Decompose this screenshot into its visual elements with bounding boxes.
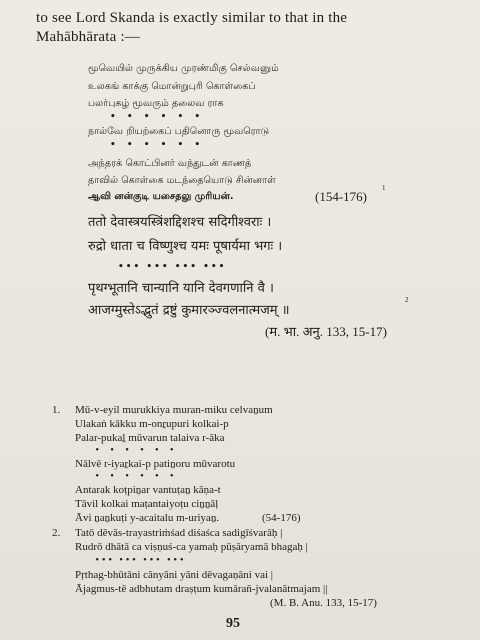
translit-line: Mū-v-eyil murukkiya muran-miku celvaṉum (75, 404, 273, 416)
footnote-number: 2. (52, 527, 61, 539)
sanskrit-citation: (म. भा. अनु. 133, 15-17) (265, 324, 387, 339)
tamil-line: உலகங் காக்கு மொன்றுபுரி கொள்கைப் (88, 81, 256, 92)
tamil-line: மூவெயில் முருக்கிய முரண்மிகு செல்வனும் (88, 63, 279, 74)
page-number: 95 (226, 616, 240, 631)
intro-line-2: Mahābhārata :— (36, 29, 141, 45)
ellipsis-dots: • • • • • • (95, 472, 179, 480)
ellipsis-dots: • • • • • • (110, 140, 205, 150)
translit-line: Pṛthag-bhūtāni cānyāni yāni dēvagaṇāni vai | (75, 569, 273, 581)
footnote-marker: 2 (405, 296, 409, 304)
sanskrit-line: रुद्रो धाता च विष्णुश्च यमः पूषार्यमा भगः । (88, 239, 283, 254)
sanskrit-line: आजग्मुस्तेऽद्भुतं द्रष्टुं कुमारञ्ज्वलनात्मजम् ॥ (88, 303, 290, 318)
translit-line: Nālvē r-iyaṟkai-p patiṉoru mūvarotu (75, 458, 236, 470)
translit-line: Palar-pukaḻ mūvarun talaiva r-āka (75, 432, 225, 444)
translit-citation: (54-176) (262, 512, 301, 524)
translit-citation: (M. B. Anu. 133, 15-17) (270, 597, 377, 609)
translit-line: Ulakaṅ kākku m-onṟupuri kolkai-p (75, 418, 229, 430)
tamil-line: தாவில் கொள்கை மடந்தையொடு சின்னாள் (88, 175, 276, 186)
translit-line: Rudrō dhātā ca viṣṇuś-ca yamaḥ pūṣāryamā bhagaḥ | (75, 541, 308, 553)
tamil-line: நால்வே றியற்கைப் பதினொரு மூவரொடு (88, 126, 270, 137)
ellipsis-dots: ••• ••• ••• ••• (95, 556, 187, 564)
translit-line: Tatō dēvās-trayastriṁśad diśaśca sadigīśvarāḥ | (75, 527, 283, 539)
ellipsis-dots: • • • • • • (95, 446, 179, 454)
translit-line: Tāvil kolkai maṭantaiyoṭu ciṉṉāḷ (75, 498, 219, 510)
ellipsis-dots: ••• ••• ••• ••• (118, 262, 227, 272)
translit-line: Āvi ṉaṉkuṭi y-acaitalu m-uriyaṉ. (75, 512, 220, 524)
sanskrit-line: ततो देवास्त्रयस्त्रिंशद्दिशश्च सदिगीश्वराः । (88, 215, 272, 230)
tamil-line: பலர்புகழ் மூவரும் தலைவ ராக (88, 98, 224, 109)
tamil-citation: (154-176) (315, 189, 367, 204)
intro-line-1: to see Lord Skanda is exactly similar to that in the (36, 10, 348, 26)
footnote-marker: 1 (382, 184, 386, 192)
translit-line: Antarak koṭpiṉar vantuṭaṉ kāṇa-t (75, 484, 221, 496)
ellipsis-dots: • • • • • • (110, 112, 205, 122)
translit-line: Ājagmus-tē adbhutam draṣṭum kumārañ-jvalanātmajam || (75, 583, 328, 595)
tamil-line: ஆவி னன்குடி யசைதலு முரியன். (88, 191, 234, 202)
sanskrit-line: पृथग्भूतानि चान्यानि यानि देवगणानि वै । (88, 281, 274, 296)
tamil-line: அந்தரக் கொட்பினர் வந்துடன் காணத் (88, 158, 252, 169)
footnote-number: 1. (52, 404, 61, 416)
